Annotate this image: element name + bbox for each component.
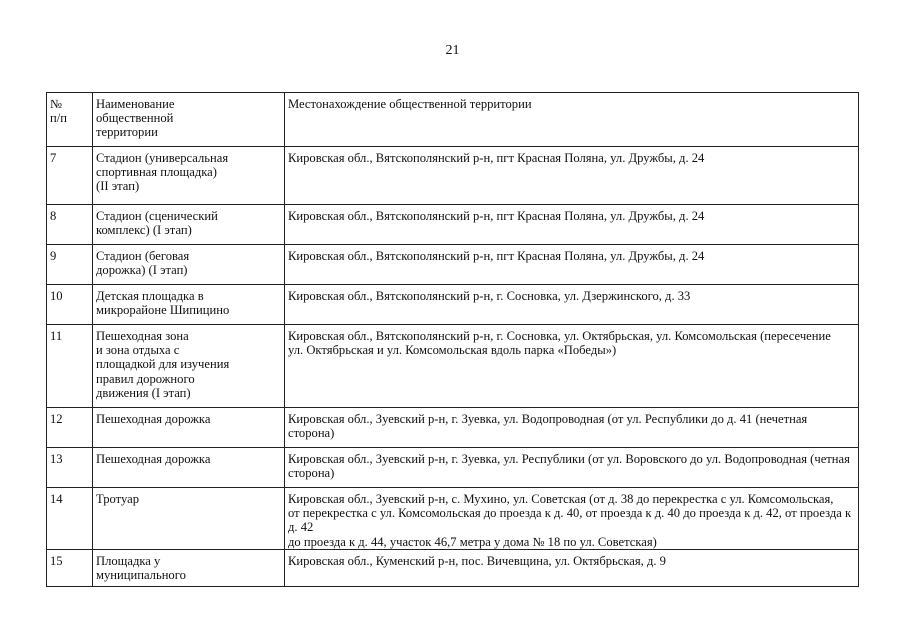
table-row xyxy=(47,408,859,448)
territory-name: Пешеходная дорожка xyxy=(93,408,285,448)
row-number: 11 xyxy=(47,325,93,408)
territory-name: Стадион (беговая дорожка) (I этап) xyxy=(93,245,285,285)
territory-name: Тротуар xyxy=(93,488,285,550)
territory-name: Детская площадка в микрорайоне Шипицино xyxy=(93,285,285,325)
row-number: 13 xyxy=(47,448,93,488)
table-row xyxy=(47,245,859,285)
row-number: 10 xyxy=(47,285,93,325)
territory-location: Кировская обл., Вятскополянский р-н, пгт Красная Поляна, ул. Дружбы, д. 24 xyxy=(285,147,859,205)
row-number: 9 xyxy=(47,245,93,285)
row-number: 15 xyxy=(47,549,93,586)
table-row xyxy=(47,549,859,586)
territory-location: Кировская обл., Зуевский р-н, с. Мухино, ул. Советская (от д. 38 до перекрестка с ул. Комсомольская, от перекрестка с ул. Комсомольская до проезда к д. 40, от проезда к д. 40 до проезда к д. 42, от проезда к д. 42 до проезда к д. 44, участок 46,7 метра у дома № 18 по ул. Советская) xyxy=(285,488,859,550)
territory-location: Кировская обл., Вятскополянский р-н, г. Сосновка, ул. Дзержинского, д. 33 xyxy=(285,285,859,325)
header-territory-location: Местонахождение общественной территории xyxy=(285,93,859,147)
territory-name: Стадион (универсальная спортивная площадка) (II этап) xyxy=(93,147,285,205)
territory-name: Стадион (сценический комплекс) (I этап) xyxy=(93,205,285,245)
table-row xyxy=(47,448,859,488)
row-number: 12 xyxy=(47,408,93,448)
territory-location: Кировская обл., Вятскополянский р-н, г. Сосновка, ул. Октябрьская, ул. Комсомольская (пересечение ул. Октябрьская и ул. Комсомольская вдоль парка «Победы») xyxy=(285,325,859,408)
territory-location: Кировская обл., Вятскополянский р-н, пгт Красная Поляна, ул. Дружбы, д. 24 xyxy=(285,245,859,285)
public-territories-table xyxy=(46,92,859,587)
territory-name: Пешеходная зона и зона отдыха с площадкой для изучения правил дорожного движения (I этап) xyxy=(93,325,285,408)
table-row xyxy=(47,488,859,550)
territory-name: Пешеходная дорожка xyxy=(93,448,285,488)
table-row xyxy=(47,285,859,325)
table-row xyxy=(47,147,859,205)
territory-name: Площадка у муниципального xyxy=(93,549,285,586)
row-number: 8 xyxy=(47,205,93,245)
page-number: 21 xyxy=(445,43,460,58)
territory-location: Кировская обл., Куменский р-н, пос. Вичевщина, ул. Октябрьская, д. 9 xyxy=(285,549,859,586)
table-header-row xyxy=(47,93,859,147)
territory-location: Кировская обл., Зуевский р-н, г. Зуевка, ул. Водопроводная (от ул. Республики до д. 41 (нечетная сторона) xyxy=(285,408,859,448)
header-territory-name: Наименование общественной территории xyxy=(93,93,285,147)
territory-location: Кировская обл., Зуевский р-н, г. Зуевка, ул. Республики (от ул. Воровского до ул. Водопроводная (четная сторона) xyxy=(285,448,859,488)
row-number: 7 xyxy=(47,147,93,205)
territory-location: Кировская обл., Вятскополянский р-н, пгт Красная Поляна, ул. Дружбы, д. 24 xyxy=(285,205,859,245)
table-row xyxy=(47,205,859,245)
row-number: 14 xyxy=(47,488,93,550)
table-row xyxy=(47,325,859,408)
header-number: № п/п xyxy=(47,93,93,147)
